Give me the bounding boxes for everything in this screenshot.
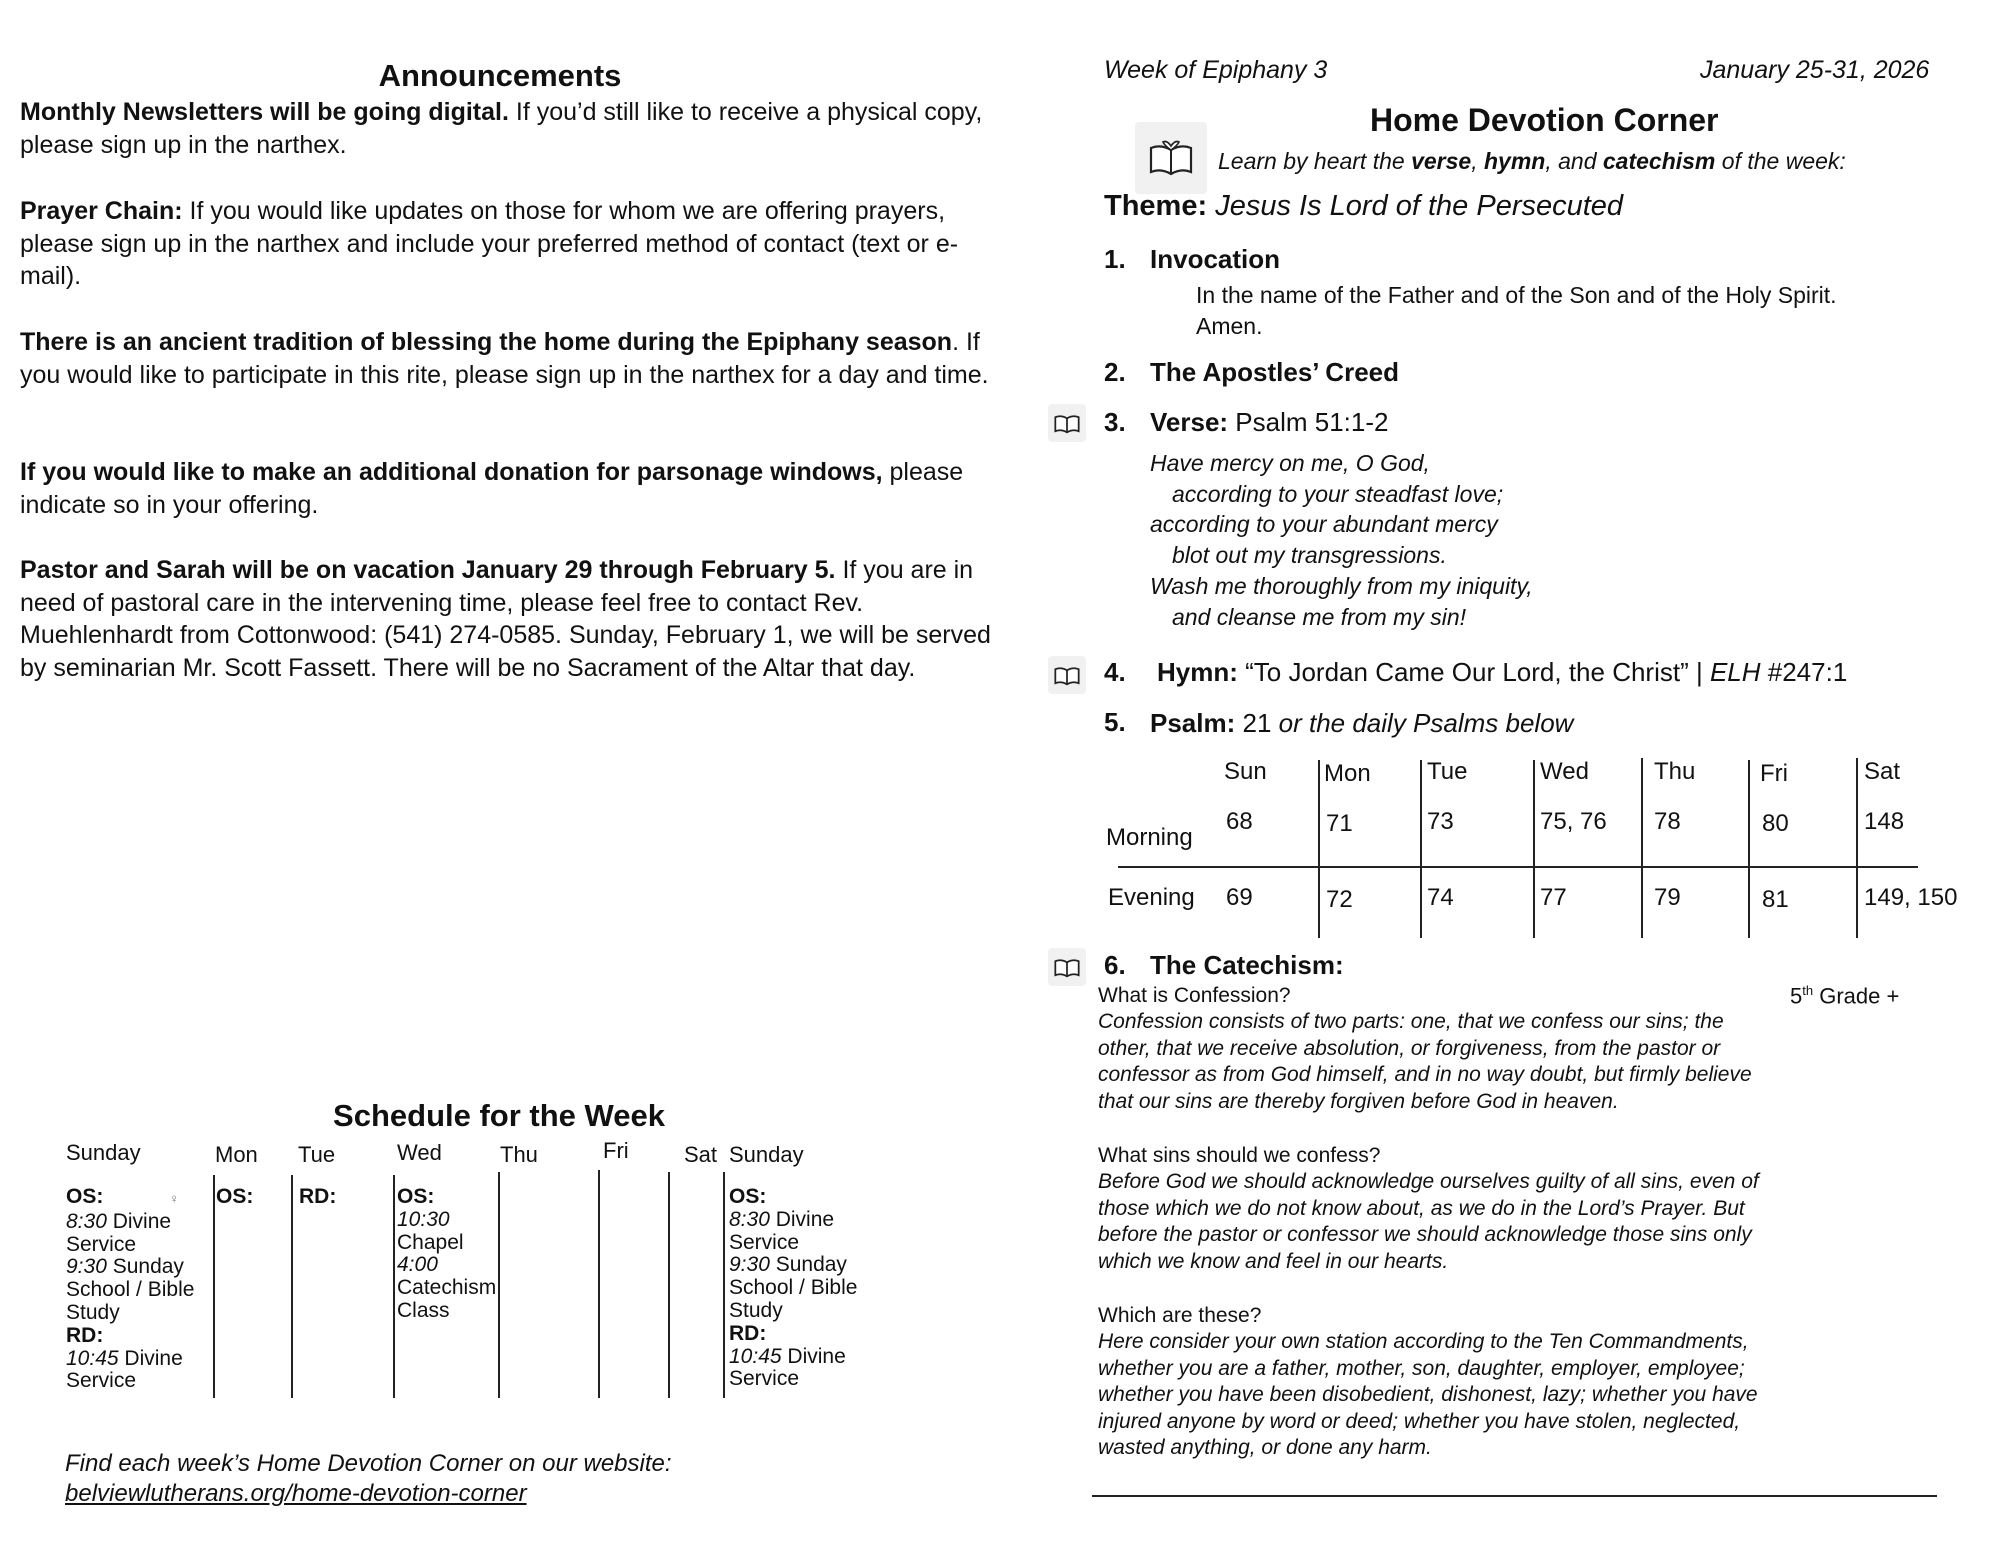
bottom-rule <box>1092 1495 1937 1497</box>
schedule-rd-label: RD: <box>729 1321 767 1345</box>
announcement-bold: Pastor and Sarah will be on vacation January 29 through February 5. <box>20 556 836 584</box>
verse-reference: Psalm 51:1-2 <box>1228 407 1389 437</box>
catechism-a1: Confession consists of two parts: one, that we confess our sins; the other, that we receive absolution, or forgiveness, from the pastor or confessor as from God himself, and in no way doubt, but firmly believe that our sins are thereby forgiven before God in heaven. <box>1098 1010 1752 1113</box>
schedule-divider <box>598 1170 600 1398</box>
section-number: 2. <box>1104 357 1126 387</box>
psalm-day-mon: Mon <box>1324 760 1371 787</box>
psalm-morning-mon: 71 <box>1326 810 1353 837</box>
schedule-event: School / Bible <box>729 1276 858 1300</box>
schedule-rd-label: RD: <box>66 1323 104 1347</box>
week-label: Week of Epiphany 3 <box>1104 56 1328 84</box>
grade-level <box>1790 983 1899 1009</box>
schedule-divider <box>393 1175 395 1398</box>
psalm-day-sun: Sun <box>1224 758 1267 785</box>
psalm-table-divider <box>1420 760 1422 938</box>
open-book-icon <box>1135 122 1207 194</box>
schedule-event: Catechism <box>397 1276 497 1300</box>
psalm-table-divider <box>1856 758 1858 938</box>
learn-text: , <box>1471 148 1484 174</box>
verse-line: Have mercy on me, O God, <box>1150 450 1430 476</box>
psalm-number: 21 <box>1235 708 1279 738</box>
verse-heading <box>1150 407 1388 438</box>
creed-heading: The Apostles’ Creed <box>1150 357 1399 387</box>
schedule-wed-cell <box>397 1186 496 1323</box>
footer-website-text: Find each week’s Home Devotion Corner on our website: <box>65 1450 672 1477</box>
psalm-evening-sun: 69 <box>1226 884 1253 911</box>
invocation-line: Amen. <box>1196 313 1263 339</box>
verse-line: according to your steadfast love; <box>1172 480 1504 507</box>
psalm-evening-wed: 77 <box>1540 884 1567 911</box>
schedule-event: Study <box>729 1298 783 1322</box>
schedule-header-sat: Sat <box>684 1142 718 1167</box>
schedule-event: Study <box>66 1300 120 1324</box>
catechism-a2: Before God we should acknowledge ourselves guilty of all sins, even of those which we do not know about, as we do in the Lord’s Prayer. But before the pastor or confessor we should acknowledge those sins only which we know and feel in our hearts. <box>1098 1170 1759 1273</box>
psalm-evening-thu: 79 <box>1654 884 1681 911</box>
schedule-divider <box>213 1175 215 1398</box>
announcement-text: If you’d still like to receive a physical copy, please sign up in the narthex. <box>20 98 983 159</box>
section-number: 6. <box>1104 950 1126 980</box>
devotion-title: Home Devotion Corner <box>1370 102 1719 138</box>
catechism-heading: The Catechism: <box>1150 950 1344 980</box>
grade-suffix: th <box>1802 983 1814 998</box>
psalm-morning-fri: 80 <box>1762 810 1789 837</box>
psalm-morning-thu: 78 <box>1654 808 1681 835</box>
grade-number: 5 <box>1790 983 1803 1009</box>
schedule-event: Divine <box>118 1346 183 1370</box>
psalm-table-divider <box>1118 866 1918 868</box>
psalm-day-wed: Wed <box>1540 758 1589 785</box>
hymn-title: “To Jordan Came Our Lord, the Christ” | <box>1237 657 1710 687</box>
verse-text <box>1150 448 1533 632</box>
psalm-evening-tue: 74 <box>1427 884 1454 911</box>
section-number: 5. <box>1104 707 1126 737</box>
learn-hymn: hymn <box>1483 148 1546 174</box>
schedule-sunday-next-cell <box>729 1186 857 1391</box>
open-book-icon <box>1048 404 1086 442</box>
verse-line: Wash me thoroughly from my iniquity, <box>1150 572 1533 599</box>
schedule-mon-cell: OS: <box>216 1185 254 1208</box>
schedule-event: Divine <box>769 1207 835 1231</box>
schedule-time: 8:30 <box>66 1209 107 1233</box>
catechism-a3: Here consider your own station according to the Ten Commandments, whether you are a father, mother, son, daughter, employer, employee; whether you have been disobedient, dishonest, lazy; whether you have injured anyone by word or deed; whether you have stolen, neglected, wasted anything, or done any harm. <box>1098 1330 1758 1460</box>
schedule-event: Class <box>397 1298 450 1322</box>
psalm-label: Psalm: <box>1150 708 1236 738</box>
psalm-table-divider <box>1748 760 1750 938</box>
schedule-header-fri: Fri <box>603 1138 629 1163</box>
psalm-day-fri: Fri <box>1760 760 1788 787</box>
schedule-event: Chapel <box>397 1230 464 1254</box>
theme-label: Theme: <box>1104 190 1208 222</box>
announcement-pastor-vacation <box>20 554 1000 684</box>
psalm-evening-mon: 72 <box>1326 886 1353 913</box>
hymn-line <box>1157 657 1847 688</box>
announcement-bold: There is an ancient tradition of blessing the home during the Epiphany season <box>20 328 953 356</box>
psalm-morning-sat: 148 <box>1864 808 1905 835</box>
psalm-morning-tue: 73 <box>1427 808 1454 835</box>
psalm-evening-sat: 149, 150 <box>1864 884 1958 911</box>
grade-text: Grade + <box>1813 983 1900 1009</box>
schedule-time: 9:30 <box>66 1255 107 1279</box>
announcement-epiphany-blessing <box>20 326 1000 391</box>
psalm-day-tue: Tue <box>1427 758 1468 785</box>
verse-line: blot out my transgressions. <box>1172 542 1447 569</box>
announcement-bold: If you would like to make an additional donation for parsonage windows, <box>20 458 883 486</box>
invocation-line: In the name of the Father and of the Son and of the Holy Spirit. <box>1196 282 1837 308</box>
date-range: January 25-31, 2026 <box>1700 56 1930 84</box>
schedule-os-label: OS: <box>397 1185 435 1208</box>
catechism-q2: What sins should we confess? <box>1098 1144 1381 1167</box>
learn-text: Learn by heart the <box>1218 148 1412 174</box>
schedule-event: Sunday <box>769 1253 847 1277</box>
schedule-event: Divine <box>781 1344 846 1368</box>
schedule-divider <box>723 1172 725 1398</box>
learn-instruction <box>1218 148 1846 175</box>
psalm-row-morning: Morning <box>1106 824 1193 851</box>
invocation-text <box>1196 280 1837 342</box>
schedule-event: School / Bible <box>66 1278 195 1302</box>
schedule-header-wed: Wed <box>397 1140 442 1165</box>
psalm-morning-wed: 75, 76 <box>1540 808 1607 835</box>
open-book-icon <box>1048 948 1086 986</box>
announcement-text: please indicate so in your offering. <box>20 458 964 519</box>
learn-text: of the week: <box>1715 148 1846 174</box>
verse-label: Verse: <box>1150 407 1229 437</box>
hymn-number: #247:1 <box>1760 657 1848 687</box>
schedule-event: Service <box>66 1369 137 1393</box>
verse-line: and cleanse me from my sin! <box>1172 603 1467 630</box>
announcement-bold: Monthly Newsletters will be going digital. <box>20 98 509 126</box>
cup-icon: ♀ <box>169 1191 179 1206</box>
announcement-text: . If you would like to participate in this rite, please sign up in the narthex for a day and time. <box>20 328 989 389</box>
psalm-note: or the daily Psalms below <box>1278 708 1574 738</box>
schedule-header-sunday-next: Sunday <box>729 1142 804 1167</box>
footer-website-link[interactable]: belviewlutherans.org/home-devotion-corner <box>65 1480 527 1507</box>
schedule-time: 4:00 <box>397 1253 438 1277</box>
schedule-header-mon: Mon <box>215 1142 258 1167</box>
catechism-q1: What is Confession? <box>1098 984 1291 1007</box>
announcement-text: If you are in need of pastoral care in the intervening time, please feel free to contact Rev. Muehlenhardt from Cottonwood: (541) 274-0585. Sunday, February 1, we will be served by seminarian Mr. Scott Fassett. There will be no Sacrament of the Altar that day. <box>20 556 991 682</box>
open-book-icon <box>1048 656 1086 694</box>
schedule-os-label: OS: <box>66 1185 104 1208</box>
announcement-bold: Prayer Chain: <box>20 197 183 225</box>
psalm-table-divider <box>1318 760 1320 938</box>
schedule-time: 10:30 <box>397 1207 450 1231</box>
schedule-sunday-cell <box>66 1186 194 1393</box>
psalm-evening-fri: 81 <box>1762 886 1789 913</box>
announcements-title: Announcements <box>378 58 622 93</box>
section-number: 4. <box>1104 657 1126 687</box>
hymn-book: ELH <box>1709 657 1761 687</box>
theme-line <box>1104 190 1623 223</box>
verse-line: according to your abundant mercy <box>1150 511 1498 538</box>
learn-catechism: catechism <box>1602 148 1716 174</box>
catechism-q3: Which are these? <box>1098 1304 1262 1327</box>
schedule-event: Sunday <box>106 1255 184 1279</box>
schedule-event: Service <box>729 1230 800 1254</box>
announcement-text: If you would like updates on those for whom we are offering prayers, please sign up in the narthex and include your preferred method of contact (text or e-mail). <box>20 197 959 290</box>
schedule-header-tue: Tue <box>298 1142 336 1167</box>
schedule-header-thu: Thu <box>500 1142 538 1167</box>
schedule-time: 10:45 <box>66 1346 119 1370</box>
psalm-table-divider <box>1641 758 1643 938</box>
schedule-event: Divine <box>106 1209 172 1233</box>
schedule-title: Schedule for the Week <box>333 1098 665 1133</box>
psalm-day-thu: Thu <box>1654 758 1696 785</box>
announcement-prayer-chain <box>20 195 1000 293</box>
psalm-morning-sun: 68 <box>1226 808 1253 835</box>
schedule-time: 8:30 <box>729 1207 770 1231</box>
announcement-newsletters <box>20 96 1000 161</box>
schedule-divider <box>498 1172 500 1398</box>
schedule-header-sunday: Sunday <box>66 1140 141 1165</box>
section-number: 3. <box>1104 407 1126 437</box>
psalm-table-divider <box>1533 760 1535 938</box>
invocation-heading: Invocation <box>1150 244 1281 274</box>
schedule-event: Service <box>729 1367 800 1391</box>
announcement-parsonage-windows <box>20 456 1000 521</box>
psalm-line <box>1150 708 1573 739</box>
learn-text: , and <box>1545 148 1603 174</box>
schedule-os-label: OS: <box>729 1185 767 1208</box>
hymn-label: Hymn: <box>1157 657 1238 687</box>
psalm-day-sat: Sat <box>1864 758 1901 785</box>
schedule-divider <box>291 1175 293 1398</box>
schedule-time: 10:45 <box>729 1344 782 1368</box>
schedule-event: Service <box>66 1232 137 1256</box>
section-number: 1. <box>1104 244 1126 274</box>
schedule-tue-cell: RD: <box>299 1185 337 1208</box>
learn-verse: verse <box>1411 148 1472 174</box>
schedule-divider <box>668 1172 670 1398</box>
theme-text: Jesus Is Lord of the Persecuted <box>1215 190 1624 222</box>
psalm-row-evening: Evening <box>1108 884 1195 911</box>
schedule-time: 9:30 <box>729 1253 770 1277</box>
